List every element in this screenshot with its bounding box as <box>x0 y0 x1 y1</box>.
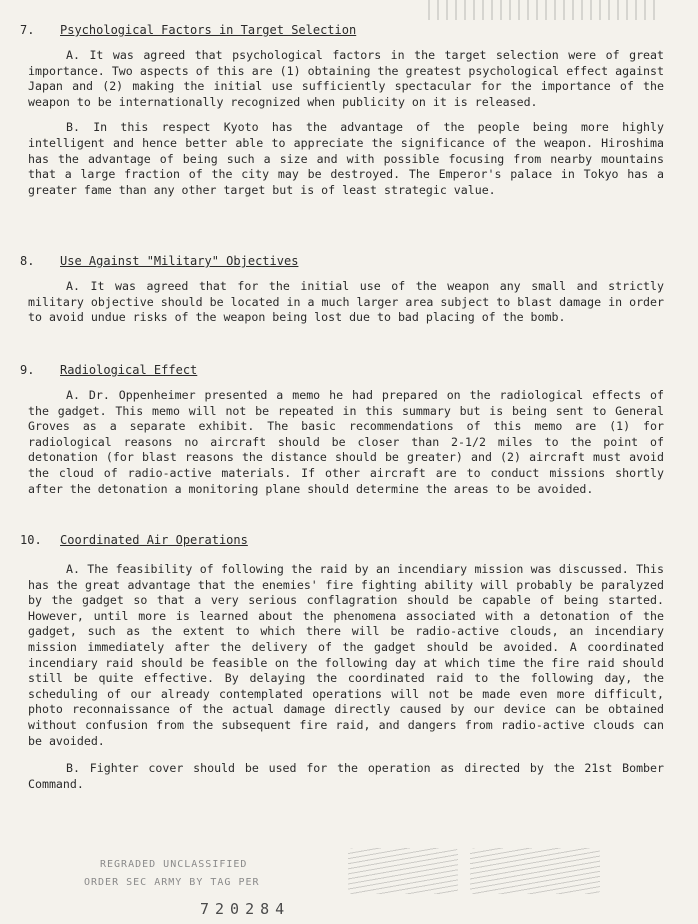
handwritten-mark <box>348 848 458 894</box>
paragraph: A. The feasibility of following the raid by an incendiary mission was discussed. This has the great advantage that the enemies' fire fighting ability will probably be paralyzed by the gadget so that a very serious conflagration should be capable of being started. However, until more is learned about the phenomena associated with a detonation of the gadget, such as the extent to which there will be radio-active clouds, an incendiary mission immediately after the delivery of the gadget should be avoided. A coordinated incendiary raid should be feasible on the following day at which time the fire raid should still be quite effective. By delaying the coordinated raid to the following day, the scheduling of our already contemplated operations will not be made even more difficult, photo reconnaissance of the actual damage directly caused by our device can be obtained without confusion from the subsequent fire raid, and dangers from radio-active clouds can be avoided. <box>28 562 664 748</box>
section-number: 7. <box>20 23 35 37</box>
paragraph: B. Fighter cover should be used for the operation as directed by the 21st Bomber Command. <box>28 761 664 791</box>
section-heading <box>20 532 670 548</box>
section-heading <box>20 22 670 38</box>
declassification-stamp-line: ORDER SEC ARMY BY TAG PER <box>84 877 260 888</box>
handwritten-mark <box>470 848 600 894</box>
section-number: 9. <box>20 363 35 377</box>
paragraph: B. In this respect Kyoto has the advantage of the people being more highly intelligent and hence better able to appreciate the significance of the weapon. Hiroshima has the advantage of being such a size and with possible focusing from nearby mountains that a large fraction of the city may be destroyed. The Emperor's palace in Tokyo has a greater fame than any other target but is of least strategic value. <box>28 120 664 197</box>
section-title: Radiological Effect <box>60 363 198 377</box>
paragraph: A. It was agreed that psychological factors in the target selection were of great importance. Two aspects of this are (1) obtaining the greatest psychological effect against Japan and (2) making the initial use sufficiently spectacular for the importance of the weapon to be internationally recognized when publicity on it is released. <box>28 48 664 109</box>
declassification-stamp-line: REGRADED UNCLASSIFIED <box>100 859 248 870</box>
section-number: 10. <box>20 533 42 547</box>
section-heading <box>20 253 670 269</box>
section-number: 8. <box>20 254 35 268</box>
paragraph: A. It was agreed that for the initial use of the weapon any small and strictly military objective should be located in a much larger area subject to blast damage in order to avoid undue risks of the weapon being lost due to bad placing of the bomb. <box>28 279 664 325</box>
section-title: Use Against "Military" Objectives <box>60 254 299 268</box>
section-7 <box>20 22 670 198</box>
paragraph: A. Dr. Oppenheimer presented a memo he had prepared on the radiological effects of the gadget. This memo will not be repeated in this summary but is being sent to General Groves as a separate exhibit. The basic recommendations of this memo are (1) for radiological reasons no aircraft should be closer than 2-1/2 miles to the point of detonation (for blast reasons the distance should be greater) and (2) aircraft must avoid the cloud of radio-active materials. If other aircraft are to conduct missions shortly after the detonation a monitoring plane should determine the areas to be avoided. <box>28 388 664 496</box>
section-8 <box>20 253 670 326</box>
section-title: Psychological Factors in Target Selection <box>60 23 357 37</box>
document-number: 720284 <box>200 900 291 918</box>
section-heading <box>20 362 670 378</box>
section-9 <box>20 362 670 497</box>
section-title: Coordinated Air Operations <box>60 533 248 547</box>
top-margin-marks <box>428 0 658 20</box>
section-10 <box>20 532 670 792</box>
